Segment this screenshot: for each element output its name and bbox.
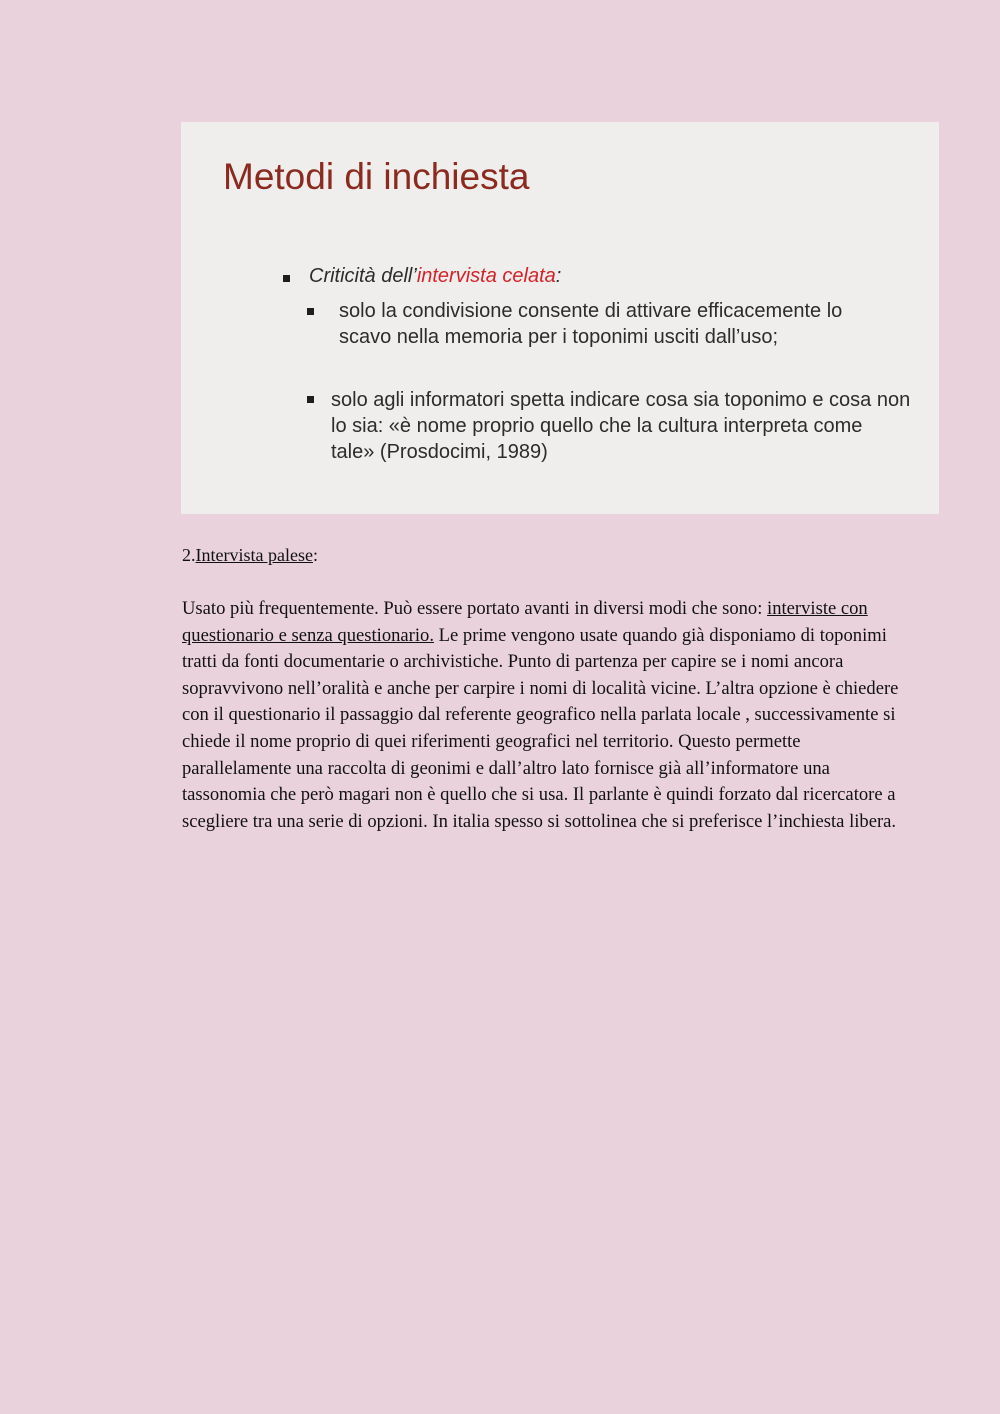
body-underlined: interviste con questionario e senza questionario.: [182, 598, 868, 646]
bullet-highlight: intervista celata: [416, 265, 556, 287]
slide-bullet: [309, 265, 561, 288]
square-bullet-icon: [283, 275, 290, 282]
body-rest: Le prime vengono usate quando già disponiamo di toponimi tratti da fonti documentarie o archivistiche. Punto di partenza per capire se i nomi ancora sopravvivono nell’oralità e anche per carpire i nomi di località vicine. L’altra opzione è chiedere con il questionario il passaggio dal referente geografico nella parlata locale , successivamente si chiede il nome proprio di quei riferimenti geografici nel territorio. Questo permette parallelamente una raccolta di geonimi e dall’altro lato fornisce già all’informatore una tassonomia che però magari non è quello che si usa. Il parlante è quindi forzato dal ricercatore a scegliere tra una serie di opzioni. In italia spesso si sottolinea che si preferisce l’inchiesta libera.: [182, 624, 899, 832]
slide-title: Metodi di inchiesta: [223, 156, 530, 197]
section-colon: :: [312, 545, 318, 565]
bullet-prefix: Criticità dell’: [309, 265, 417, 287]
section-title: Intervista palese: [195, 545, 313, 565]
section-number: 2.: [182, 545, 196, 565]
body-paragraph: [182, 596, 902, 835]
square-bullet-icon: [307, 308, 314, 315]
body-intro: Usato più frequentemente. Può essere portato avanti in diversi modi che sono:: [182, 598, 768, 619]
square-bullet-icon: [307, 396, 314, 403]
section-heading: [182, 545, 318, 566]
slide-image: [181, 122, 939, 514]
bullet-suffix: :: [555, 265, 562, 287]
slide-sub-item: solo agli informatori spetta indicare cosa sia toponimo e cosa non lo sia: «è nome proprio quello che la cultura interpreta come tale» (Prosdocimi, 1989): [331, 389, 911, 463]
slide-sub-item: solo la condivisione consente di attivare efficacemente lo scavo nella memoria per i toponimi usciti dall’uso;: [339, 300, 843, 348]
